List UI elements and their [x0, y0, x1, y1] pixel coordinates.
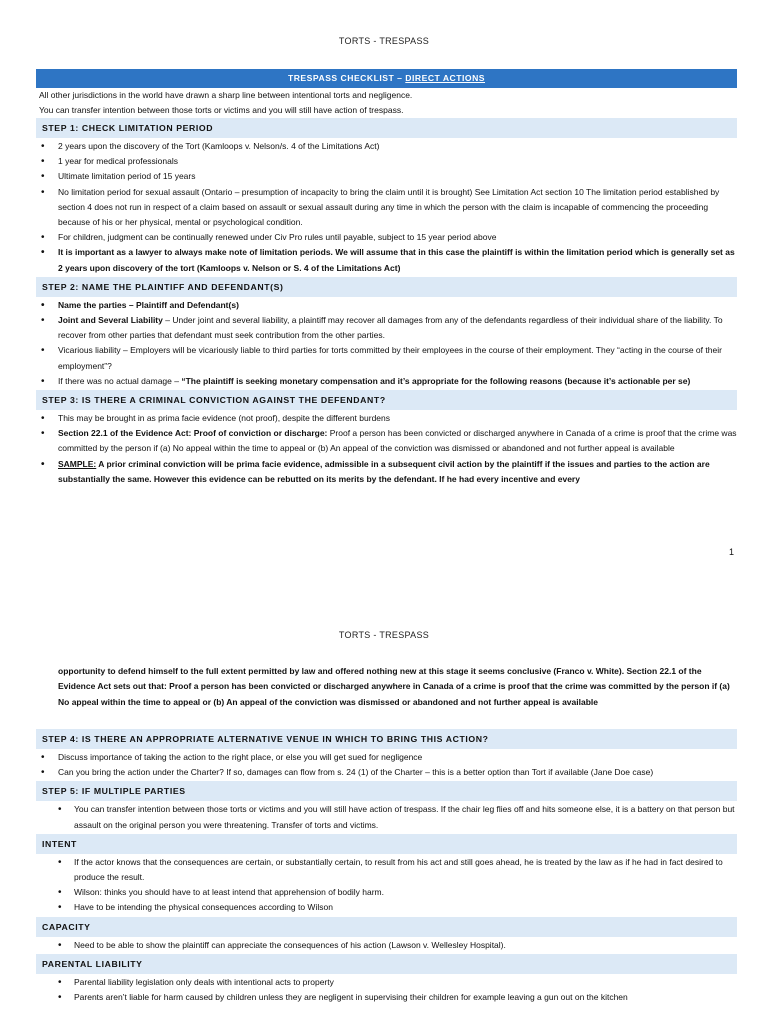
list-item: • Wilson: thinks you should have to at least intend that apprehension of bodily harm.: [36, 885, 737, 900]
running-header: TORTS - TRESPASS: [338, 630, 430, 640]
evidence-act-text: Proof a person has been convicted or discharged anywhere in Canada of a crime is proof that the crime was committed by the person if (a) No appeal within the time to appeal or (b) An appeal of the conviction was dismissed or abandoned and not further appeal is available: [58, 428, 737, 454]
intent-list: [36, 855, 737, 916]
parental-liability-list: [36, 975, 737, 1005]
step-1-heading: STEP 1: CHECK LIMITATION PERIOD: [36, 118, 737, 138]
running-header: TORTS - TRESPASS: [338, 36, 430, 46]
joint-several-text: – Under joint and several liability, a plaintiff may recover all damages from any of the defendants regardless of their individual share of the liability. To recover from other parties that defendant must seek contribution from the other parties.: [58, 315, 723, 341]
parental-liability-heading: PARENTAL LIABILITY: [36, 954, 737, 974]
checklist-title: [36, 69, 737, 88]
step-2-list: [36, 298, 737, 389]
no-damage-text: If there was no actual damage –: [58, 375, 182, 386]
list-item: • Discuss importance of taking the action to the right place, or else you will get sued for negligence: [36, 750, 737, 765]
list-item: • It is important as a lawyer to always make note of limitation periods. We will assume that in this case the plaintiff is within the limitation period which is generally set as 2 years upon discovery of the tort (Kamloops v. Nelson or S. 4 of the Limitations Act): [36, 245, 737, 275]
step-4-list: [36, 750, 737, 780]
list-item: • Ultimate limitation period of 15 years: [36, 169, 737, 184]
list-item: [36, 457, 737, 487]
intro-line-2: You can transfer intention between those torts or victims and you will still have action of trespass.: [39, 104, 404, 115]
list-item: • If the actor knows that the consequences are certain, or substantially certain, to result from his act and still goes ahead, he is treated by the law as if he had in fact desired to produce the result.: [36, 855, 737, 885]
intro-line-1: All other jurisdictions in the world have drawn a sharp line between intentional torts and negligence.: [39, 90, 413, 100]
list-item: • No limitation period for sexual assault (Ontario – presumption of incapacity to bring the claim until it is brought) See Limitation Act section 10 The limitation period established by section 4 does not run in respect of a claim based on assault or sexual assault during any time in which the person with the claim is incapable of commencing the proceeding because of his or her physical, mental or psychological condition.: [36, 185, 737, 231]
page-number: 1: [728, 547, 734, 557]
step-2-heading: STEP 2: NAME THE PLAINTIFF AND DEFENDANT(S): [36, 277, 737, 297]
list-item: • Vicarious liability – Employers will be vicariously liable to third parties for torts committed by their employees in the course of their employment. They “acting in the course of their employment”?: [36, 343, 737, 373]
no-damage-quote: “The plaintiff is seeking monetary compensation and it’s appropriate for the following reasons (because it’s actionable per se): [181, 375, 691, 386]
step-1-list: [36, 139, 737, 276]
list-item: • Can you bring the action under the Charter? If so, damages can flow from s. 24 (1) of the Charter – this is a better option than Tort if available (Jane Doe case): [36, 765, 737, 780]
list-item: [36, 313, 737, 343]
joint-several-label: Joint and Several Liability: [58, 315, 163, 326]
page-1-content: [36, 69, 737, 487]
list-item: • 2 years upon the discovery of the Tort (Kamloops v. Nelson/s. 4 of the Limitations Act): [36, 139, 737, 154]
list-item: [36, 426, 737, 456]
list-item: • This may be brought in as prima facie evidence (not proof), despite the different burdens: [36, 411, 737, 426]
evidence-act-label: Section 22.1 of the Evidence Act: Proof of conviction or discharge:: [58, 428, 328, 439]
list-item: • Need to be able to show the plaintiff can appreciate the consequences of his action (Lawson v. Wellesley Hospital).: [36, 938, 737, 953]
sample-text: A prior criminal conviction will be prima facie evidence, admissible in a subsequent civil action by the plaintiff if the issues and parties to the action are substantially the same. However this evidence can be rebutted on its merits by the defendant. If he had every incentive and every: [58, 458, 710, 484]
direct-actions-link[interactable]: DIRECT ACTIONS: [405, 73, 486, 83]
list-item: • Parental liability legislation only deals with intentional acts to property: [36, 975, 737, 990]
capacity-list: [36, 938, 737, 953]
intent-heading: INTENT: [36, 834, 737, 854]
capacity-heading: CAPACITY: [36, 917, 737, 937]
list-item: • 1 year for medical professionals: [36, 154, 737, 169]
list-item: • Name the parties – Plaintiff and Defendant(s): [36, 298, 737, 313]
page-2: [0, 590, 768, 1024]
step-4-heading: STEP 4: IS THERE AN APPROPRIATE ALTERNATIVE VENUE IN WHICH TO BRING THIS ACTION?: [36, 729, 737, 749]
list-item: • You can transfer intention between those torts or victims and you will still have action of trespass. If the chair leg flies off and hits someone else, it is a battery on that person but assault on the original person you were threatening. Transfer of torts and victims.: [36, 802, 737, 832]
list-item: • For children, judgment can be continually renewed under Civ Pro rules until payable, subject to 15 year period above: [36, 230, 737, 245]
step-3-list: [36, 411, 737, 487]
page-2-content: [36, 664, 737, 1005]
sample-label: SAMPLE:: [58, 458, 97, 469]
step-5-heading: STEP 5: IF MULTIPLE PARTIES: [36, 781, 737, 801]
list-item: [36, 374, 737, 389]
step-3-heading: STEP 3: IS THERE A CRIMINAL CONVICTION AGAINST THE DEFENDANT?: [36, 390, 737, 410]
continued-paragraph: opportunity to defend himself to the full extent permitted by law and offered nothing new at this stage it seems conclusive (Franco v. White). Section 22.1 of the Evidence Act sets out that: Proof a person has been convicted or discharged anywhere in Canada of a crime is proof that the crime was committed by the person if (a) No appeal within the time to appeal or (b) An appeal of the conviction was dismissed or abandoned and not further appeal is available: [58, 666, 730, 707]
list-item: • Have to be intending the physical consequences according to Wilson: [36, 900, 737, 915]
step-5-list: [36, 802, 737, 832]
list-item: • Parents aren’t liable for harm caused by children unless they are negligent in supervising their children for example leaving a gun out on the kitchen: [36, 990, 737, 1005]
checklist-title-prefix: TRESPASS CHECKLIST –: [287, 73, 406, 83]
